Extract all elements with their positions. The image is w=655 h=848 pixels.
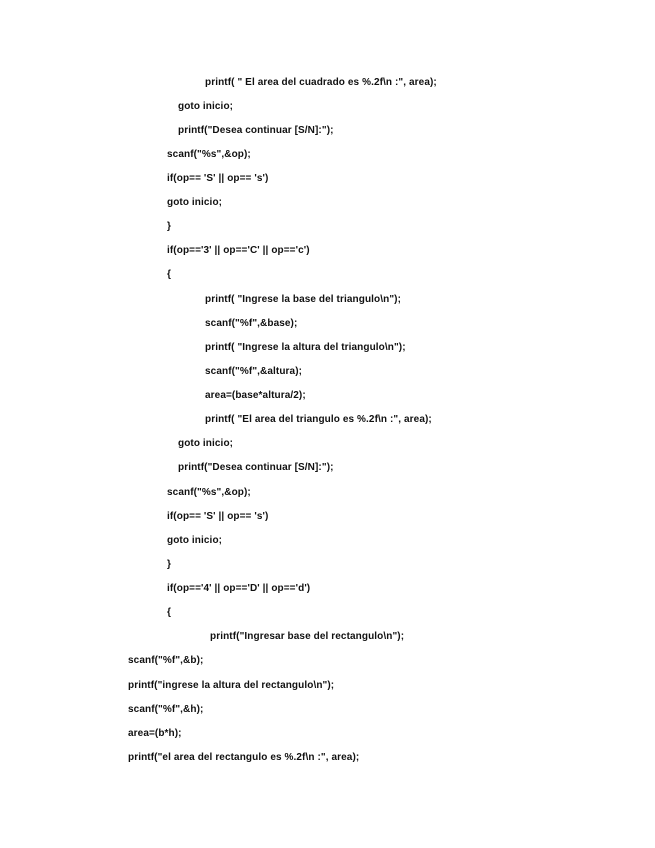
code-line: area=(base*altura/2); — [205, 390, 306, 401]
code-line: scanf("%s",&op); — [167, 487, 251, 498]
code-line: printf("Desea continuar [S/N]:"); — [178, 125, 334, 136]
code-line: } — [167, 559, 171, 570]
code-line: scanf("%s",&op); — [167, 149, 251, 160]
code-line: printf( " El area del cuadrado es %.2f\n :", area); — [205, 77, 437, 88]
code-line: if(op=='4' || op=='D' || op=='d') — [167, 583, 311, 594]
code-line: goto inicio; — [178, 438, 234, 449]
code-line: goto inicio; — [178, 101, 234, 112]
code-line: printf("Ingresar base del rectangulo\n"); — [210, 631, 405, 642]
code-line: printf( "Ingrese la altura del triangulo\n"); — [205, 342, 406, 353]
code-line: if(op== 'S' || op== 's') — [167, 511, 269, 522]
code-line: goto inicio; — [167, 535, 223, 546]
code-line: { — [167, 269, 171, 280]
code-line: } — [167, 221, 171, 232]
code-line: area=(b*h); — [128, 728, 182, 739]
code-line: printf("Desea continuar [S/N]:"); — [178, 462, 334, 473]
code-line: scanf("%f",&b); — [128, 655, 204, 666]
code-line: { — [167, 607, 171, 618]
code-line: goto inicio; — [167, 197, 223, 208]
code-line: printf( "El area del triangulo es %.2f\n :", area); — [205, 414, 432, 425]
code-line: if(op== 'S' || op== 's') — [167, 173, 269, 184]
code-line: scanf("%f",&base); — [205, 318, 298, 329]
code-line: printf("el area del rectangulo es %.2f\n :", area); — [128, 752, 360, 763]
code-line: scanf("%f",&altura); — [205, 366, 303, 377]
code-line: if(op=='3' || op=='C' || op=='c') — [167, 245, 310, 256]
code-line: printf( "Ingrese la base del triangulo\n"); — [205, 294, 402, 305]
code-line: scanf("%f",&h); — [128, 704, 204, 715]
code-line: printf("ingrese la altura del rectangulo\n"); — [128, 680, 335, 691]
